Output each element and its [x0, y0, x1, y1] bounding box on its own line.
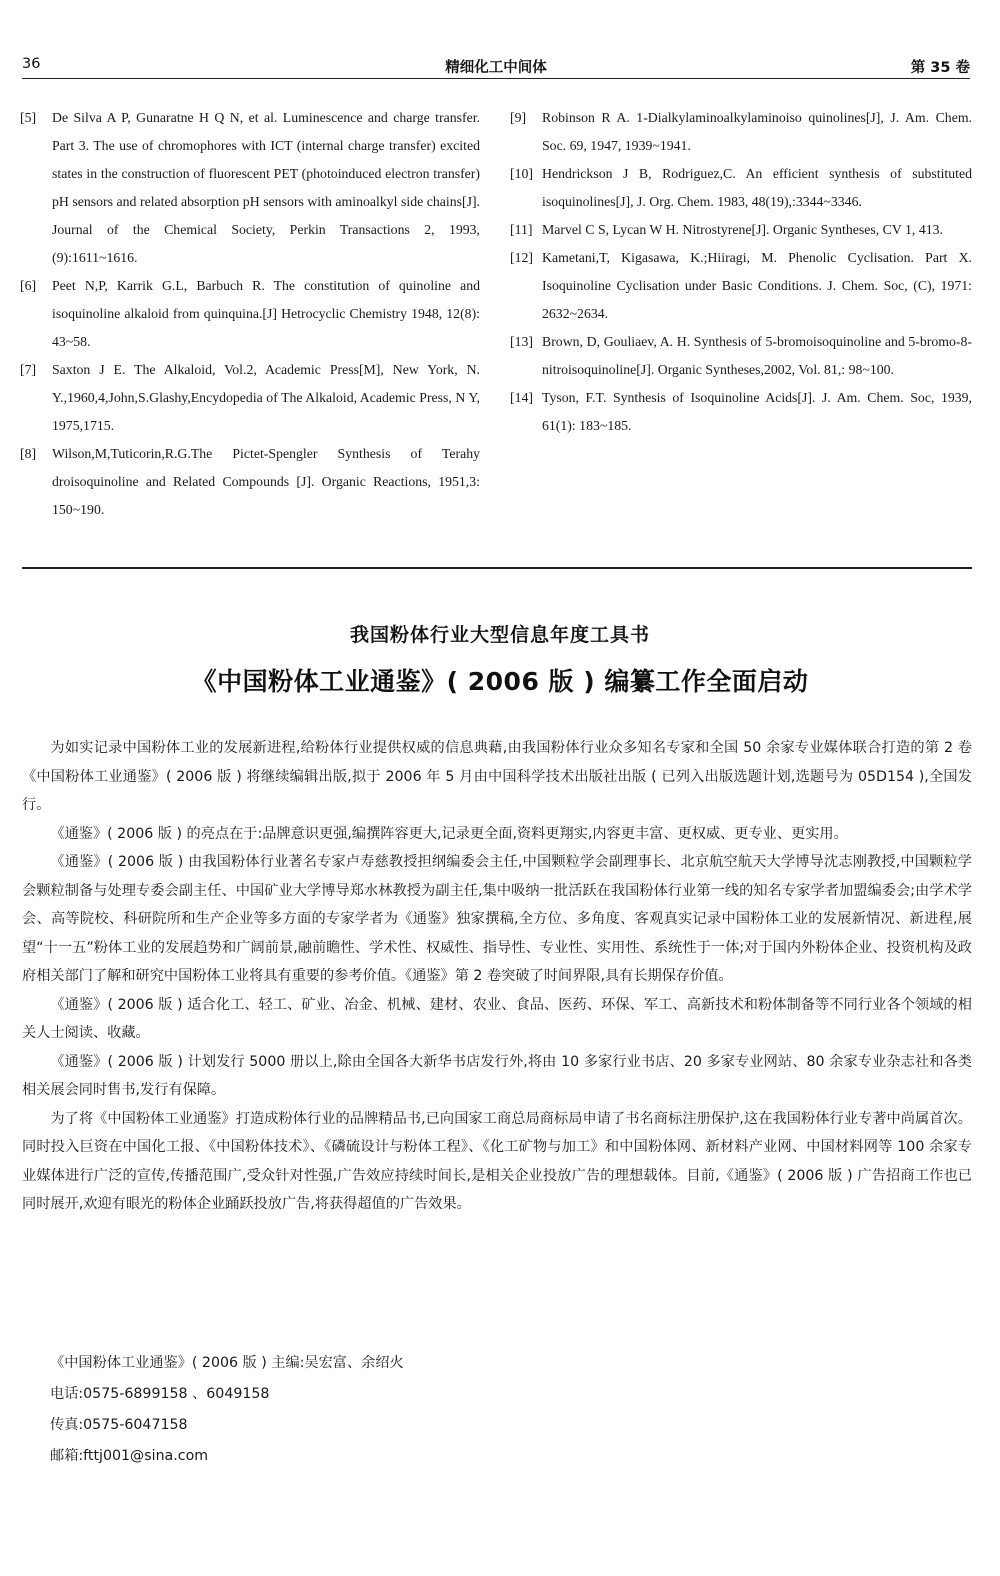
reference-number: [9] — [510, 110, 527, 125]
article-paragraph: 《通鉴》( 2006 版 ) 适合化工、轻工、矿业、冶金、机械、建材、农业、食品、医药、环保、军工、高新技术和粉体制备等不同行业各个领域的相关人士阅读、收藏。 — [22, 996, 972, 1041]
reference-text: Tyson, F.T. Synthesis of Isoquinoline Acids[J]. J. Am. Chem. Soc, 1939, 61(1): 183~185. — [542, 390, 972, 433]
reference-number: [11] — [510, 222, 533, 237]
reference-number: [14] — [510, 390, 533, 405]
reference-text: Marvel C S, Lycan W H. Nitrostyrene[J]. Organic Syntheses, CV 1, 413. — [542, 222, 943, 237]
reference-item — [510, 104, 972, 160]
journal-title: 精细化工中间体 — [445, 60, 547, 76]
article-paragraph: 《通鉴》( 2006 版 ) 的亮点在于:品牌意识更强,编撰阵容更大,记录更全面,资料更翔实,内容更丰富、更权威、更专业、更实用。 — [50, 825, 848, 842]
reference-number: [5] — [20, 110, 37, 125]
reference-item — [20, 356, 480, 440]
reference-text: De Silva A P, Gunaratne H Q N, et al. Luminescence and charge transfer. Part 3. The use of chromophores with ICT (internal charge transfer) excited states in the construction of fluorescent PET (photoinduced electron transfer) pH sensors and related absorption pH sensors with aminoalkyl side chains[J]. Journal of the Chemical Society, Perkin Transactions 2, 1993, (9):1611~1616. — [52, 110, 480, 265]
contact-block — [50, 1348, 404, 1472]
reference-number: [13] — [510, 334, 533, 349]
reference-text: Wilson,M,Tuticorin,R.G.The Pictet-Spengler Synthesis of Terahy droisoquinoline and Related Compounds [J]. Organic Reactions, 1951,3: 150~190. — [52, 446, 480, 517]
reference-item — [510, 328, 972, 384]
article-title: 《中国粉体工业通鉴》( 2006 版 ) 编纂工作全面启动 — [191, 667, 809, 696]
volume-label: 第 35 卷 — [910, 60, 970, 76]
reference-number: [7] — [20, 362, 37, 377]
reference-text: Robinson R A. 1-Dialkylaminoalkylaminoiso quinolines[J], J. Am. Chem. Soc. 69, 1947, 1939~1941. — [542, 110, 972, 153]
article-paragraph: 为如实记录中国粉体工业的发展新进程,给粉体行业提供权威的信息典藉,由我国粉体行业众多知名专家和全国 50 余家专业媒体联合打造的第 2 卷《中国粉体工业通鉴》( 2006 版 ) 将继续编辑出版,拟于 2006 年 5 月由中国科学技术出版社出版 ( 已列入出版选题计划,选题号为 05D154 ),全国发行。 — [22, 740, 972, 813]
references-right-column — [510, 104, 972, 440]
section-divider — [22, 567, 972, 569]
page-header — [22, 52, 970, 79]
reference-text: Kametani,T, Kigasawa, K.;Hiiragi, M. Phenolic Cyclisation. Part X. Isoquinoline Cyclisation under Basic Conditions. J. Chem. Soc, (C), 1971: 2632~2634. — [542, 250, 972, 321]
fax-line: 传真:0575-6047158 — [50, 1417, 188, 1433]
article-paragraph: 为了将《中国粉体工业通鉴》打造成粉体行业的品牌精品书,已向国家工商总局商标局申请了书名商标注册保护,这在我国粉体行业专著中尚属首次。同时投入巨资在中国化工报、《中国粉体技术》、《磷硫设计与粉体工程》、《化工矿物与加工》和中国粉体网、新材料产业网、中国材料网等 100 余家专业媒体进行广泛的宣传,传播范围广,受众针对性强,广告效应持续时间长,是相关企业投放广告的理想载体。目前,《通鉴》( 2006 版 ) 广告招商工作也已同时展开,欢迎有眼光的粉体企业踊跃投放广告,将获得超值的广告效果。 — [22, 1110, 972, 1212]
reference-item — [20, 440, 480, 524]
phone-line: 电话:0575-6899158 、6049158 — [50, 1386, 270, 1402]
reference-number: [6] — [20, 278, 37, 293]
reference-number: [10] — [510, 166, 533, 181]
reference-item — [510, 216, 972, 244]
email-line: 邮箱:fttj001@sina.com — [50, 1448, 209, 1464]
reference-text: Brown, D, Gouliaev, A. H. Synthesis of 5-bromoisoquinoline and 5-bromo-8-nitroisoquinoline[J]. Organic Syntheses,2002, Vol. 81,: 98~100. — [542, 334, 972, 377]
references-left-column — [20, 104, 480, 524]
reference-item — [20, 104, 480, 272]
editors-line: 《中国粉体工业通鉴》( 2006 版 ) 主编:吴宏富、余绍火 — [50, 1355, 404, 1371]
article-body — [22, 734, 972, 1219]
reference-number: [8] — [20, 446, 37, 461]
article-paragraph: 《通鉴》( 2006 版 ) 由我国粉体行业著名专家卢寿慈教授担纲编委会主任,中国颗粒学会副理事长、北京航空航天大学博导沈志刚教授,中国颗粒学会颗粒制备与处理专委会副主任、中国矿业大学博导郑水林教授为副主任,集中吸纳一批活跃在我国粉体行业第一线的知名专家学者加盟编委会;由学术学会、高等院校、科研院所和生产企业等多方面的专家学者为《通鉴》独家撰稿,全方位、多角度、客观真实记录中国粉体工业的发展新情况、新进程,展望“十一五”粉体工业的发展趋势和广阔前景,融前瞻性、学术性、权威性、指导性、专业性、实用性、系统性于一体;对于国内外粉体企业、投资机构及政府相关部门了解和研究中国粉体工业将具有重要的参考价值。《通鉴》第 2 卷突破了时间界限,具有长期保存价值。 — [22, 854, 972, 984]
reference-text: Saxton J E. The Alkaloid, Vol.2, Academic Press[M], New York, N. Y.,1960,4,John,S.Glashy,Encydopedia of The Alkaloid, Academic Press, N Y, 1975,1715. — [52, 362, 480, 433]
reference-item — [20, 272, 480, 356]
reference-text: Peet N,P, Karrik G.L, Barbuch R. The constitution of quinoline and isoquinoline alkaloid from quinquina.[J] Hetrocyclic Chemistry 1948, 12(8): 43~58. — [52, 278, 480, 349]
page-number: 36 — [22, 56, 41, 72]
reference-item — [510, 384, 972, 440]
article-supertitle: 我国粉体行业大型信息年度工具书 — [349, 624, 650, 646]
reference-item — [510, 160, 972, 216]
reference-text: Hendrickson J B, Rodriguez,C. An efficient synthesis of substituted isoquinolines[J], J. Org. Chem. 1983, 48(19),:3344~3346. — [542, 166, 972, 209]
reference-item — [510, 244, 972, 328]
article-paragraph: 《通鉴》( 2006 版 ) 计划发行 5000 册以上,除由全国各大新华书店发行外,将由 10 多家行业书店、20 多家专业网站、80 余家专业杂志社和各类相关展会同时售书,发行有保障。 — [22, 1053, 972, 1098]
reference-number: [12] — [510, 250, 533, 265]
